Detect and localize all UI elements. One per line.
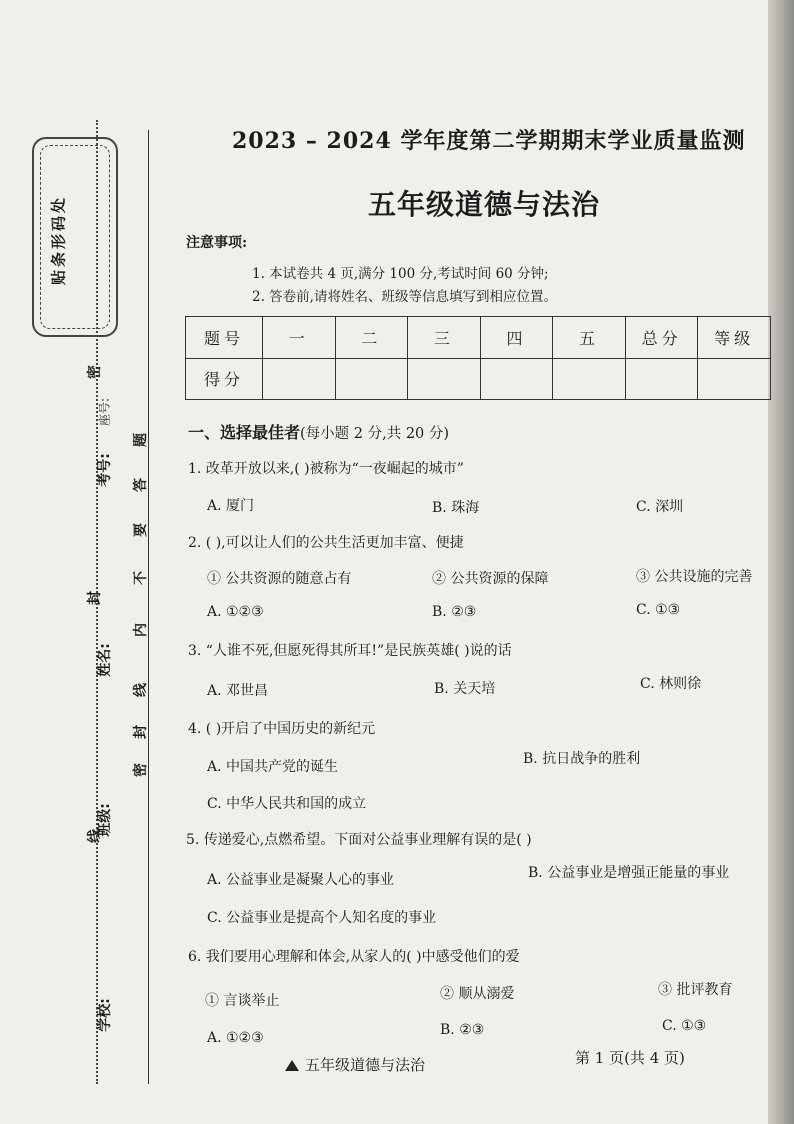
warning-char: 密 <box>133 763 149 777</box>
question-stem: 4. ( )开启了中国历史的新纪元 <box>188 721 376 737</box>
option[interactable]: C. 深圳 <box>636 499 684 515</box>
exam-number-label: 考号: <box>97 453 113 487</box>
option[interactable]: C. ①③ <box>662 1018 707 1034</box>
binding-solid-line <box>148 130 149 1084</box>
question-stem: 6. 我们要用心理解和体会,从家人的( )中感受他们的爱 <box>188 949 520 965</box>
seal-mark: 密 <box>87 365 103 379</box>
score-cell[interactable] <box>553 358 626 400</box>
warning-char: 要 <box>133 523 149 537</box>
option[interactable]: B. 关天培 <box>434 681 496 697</box>
seal-mark-2: 封 <box>87 591 103 605</box>
option[interactable]: B. 抗日战争的胜利 <box>523 751 641 767</box>
warning-char: 线 <box>133 683 149 697</box>
score-cell[interactable] <box>625 358 698 400</box>
table-header-cell: 题号 <box>186 317 263 359</box>
notice-item: 1. 本试卷共 4 页,满分 100 分,考试时间 60 分钟; <box>252 266 549 282</box>
option[interactable]: A. 公益事业是凝聚人心的事业 <box>207 872 395 888</box>
option[interactable]: A. ①②③ <box>207 604 264 620</box>
option[interactable]: A. 邓世昌 <box>207 683 269 699</box>
question-stem: 2. ( ),可以让人们的公共生活更加丰富、便捷 <box>188 535 464 551</box>
barcode-area <box>32 137 118 337</box>
table-header-cell: 五 <box>553 317 626 359</box>
score-table <box>185 316 771 400</box>
warning-char: 内 <box>133 623 149 637</box>
subject-title: 五年级道德与法治 <box>368 188 601 221</box>
statement-item: ① 公共资源的随意占有 <box>207 571 352 587</box>
exam-title: 2023 – 2024 学年度第二学期期末学业质量监测 <box>232 128 746 154</box>
table-row-label: 得分 <box>186 358 263 400</box>
option[interactable]: C. 林则徐 <box>640 676 702 692</box>
warning-char: 不 <box>133 571 149 585</box>
score-cell[interactable] <box>335 358 408 400</box>
name-label: 姓名: <box>97 643 113 677</box>
option[interactable]: A. 中国共产党的诞生 <box>207 759 339 775</box>
table-header-cell: 三 <box>408 317 481 359</box>
footer-subject: 五年级道德与法治 <box>285 1054 425 1075</box>
page-number: 第 1 页(共 4 页) <box>575 1049 685 1067</box>
table-header-cell: 一 <box>263 317 336 359</box>
school-label: 学校: <box>97 998 113 1032</box>
option[interactable]: C. 公益事业是提高个人知名度的事业 <box>207 910 437 926</box>
warning-char: 答 <box>133 478 149 492</box>
statement-item: ③ 批评教育 <box>658 982 733 998</box>
seat-label: 座号: <box>97 397 112 427</box>
class-label: 班级: <box>97 803 113 837</box>
seal-mark-3: 线 <box>87 829 103 843</box>
score-cell[interactable] <box>698 358 771 400</box>
option[interactable]: A. 厦门 <box>207 498 255 514</box>
table-header-cell: 四 <box>480 317 553 359</box>
notice-title: 注意事项: <box>186 235 248 251</box>
table-header-cell: 二 <box>335 317 408 359</box>
question-stem: 3. “人谁不死,但愿死得其所耳!”是民族英雄( )说的话 <box>188 643 512 659</box>
warning-char: 题 <box>133 433 149 447</box>
triangle-logo-icon <box>285 1060 299 1071</box>
score-cell[interactable] <box>263 358 336 400</box>
option[interactable]: B. ②③ <box>432 604 477 620</box>
option[interactable]: B. 公益事业是增强正能量的事业 <box>528 865 730 881</box>
section-note: (每小题 2 分,共 20 分) <box>300 426 450 442</box>
statement-item: ② 顺从溺爱 <box>440 986 515 1002</box>
score-cell[interactable] <box>480 358 553 400</box>
notice-item: 2. 答卷前,请将姓名、班级等信息填写到相应位置。 <box>252 289 557 305</box>
option[interactable]: B. 珠海 <box>432 500 480 516</box>
option[interactable]: B. ②③ <box>440 1022 485 1038</box>
table-header-cell: 总分 <box>625 317 698 359</box>
score-cell[interactable] <box>408 358 481 400</box>
barcode-label: 贴条形码处 <box>49 194 68 286</box>
question-stem: 1. 改革开放以来,( )被称为“一夜崛起的城市” <box>188 461 464 477</box>
page-edge-shadow <box>768 0 794 1124</box>
table-header-cell: 等级 <box>698 317 771 359</box>
option[interactable]: C. 中华人民共和国的成立 <box>207 796 367 812</box>
statement-item: ① 言谈举止 <box>205 993 280 1009</box>
statement-item: ③ 公共设施的完善 <box>636 569 753 585</box>
question-stem: 5. 传递爱心,点燃希望。下面对公益事业理解有误的是( ) <box>186 832 532 848</box>
statement-item: ② 公共资源的保障 <box>432 571 549 587</box>
section-title: 一、选择最佳者(每小题 2 分,共 20 分) <box>188 423 450 442</box>
option[interactable]: C. ①③ <box>636 602 681 618</box>
warning-char: 封 <box>133 725 149 739</box>
option[interactable]: A. ①②③ <box>207 1030 264 1046</box>
